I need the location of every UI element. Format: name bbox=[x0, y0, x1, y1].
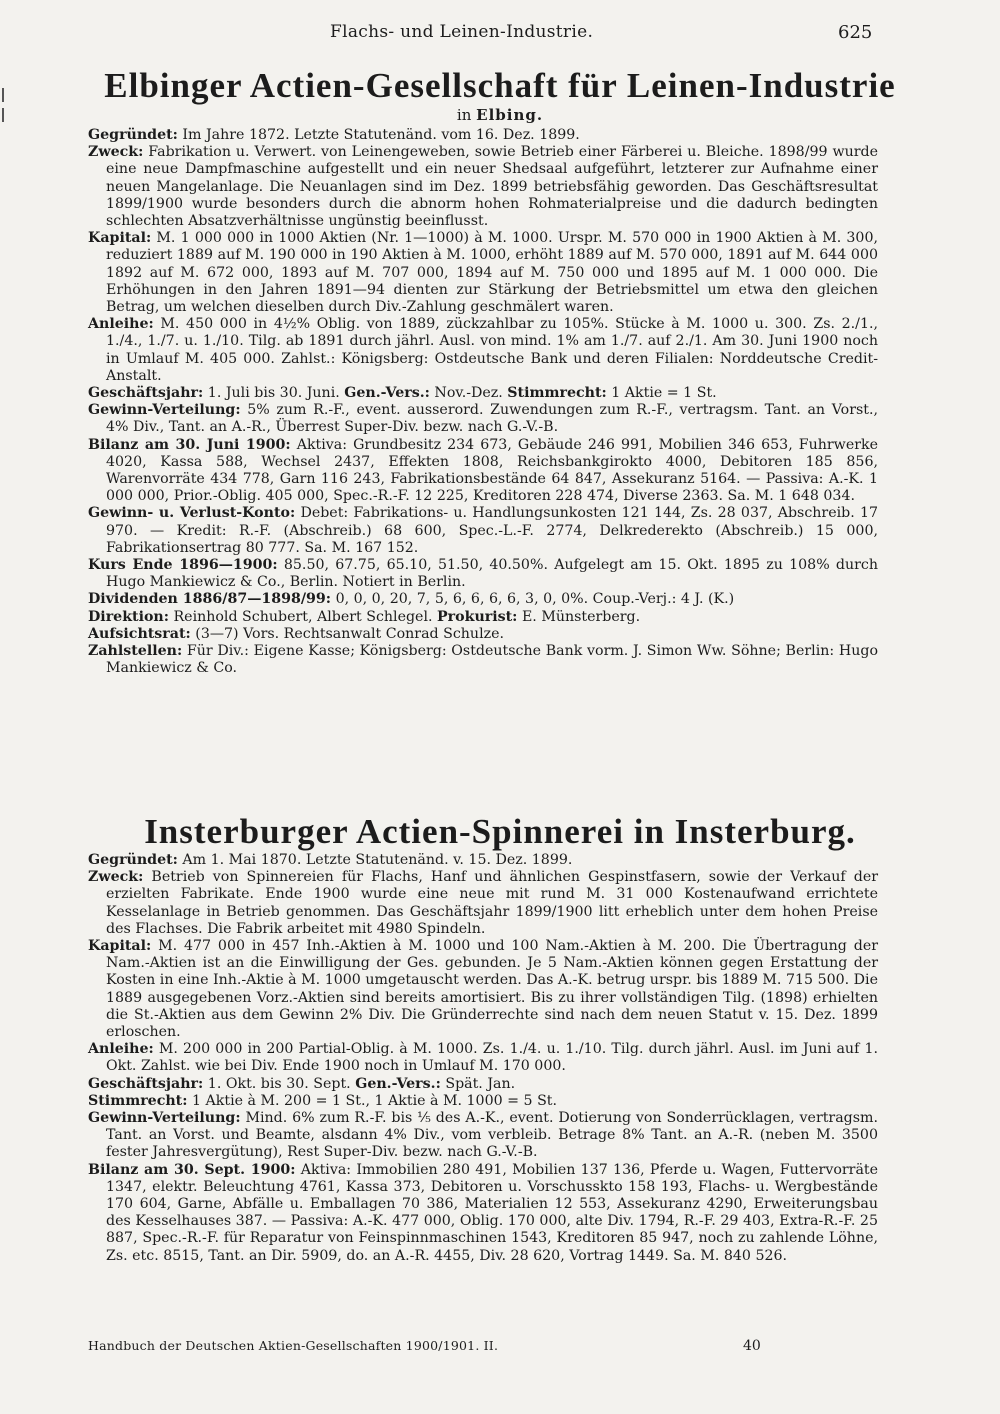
entry-paragraph: Kapital: M. 1 000 000 in 1000 Aktien (Nr. 1—1000) à M. 1000. Urspr. M. 570 000 in 1900 Aktien à M. 300, reduziert 1889 auf M. 190 000 in 190 Aktien à M. 1000, erhöht 1889 auf M. 570 000, 1891 auf M. 644 000 1892 auf M. 672 000, 1893 auf M. 707 000, 1894 auf M. 750 000 und 1895 auf M. 1 000 000. Die Erhöhungen in den Jahren 1891—94 dienten zur Stärkung der Betriebsmittel um etwa den gleichen Betrag, um welchen dieselben durch Div.-Zahlung geschmälert waren. bbox=[88, 230, 878, 316]
running-head bbox=[0, 22, 1000, 48]
entry-paragraph: Bilanz am 30. Juni 1900: Aktiva: Grundbesitz 234 673, Gebäude 246 991, Mobilien 346 653, Fuhrwerke 4020, Kassa 588, Wechsel 2437, Effekten 1808, Reichsbankgirokto 4000, Debitoren 185 856, Warenvorräte 434 778, Garn 116 243, Fabrikationsbestände 64 847, Assekuranz 5164. — Passiva: A.-K. 1 000 000, Prior.-Oblig. 405 000, Spec.-R.-F. 12 225, Kreditoren 228 474, Diverse 2363. Sa. M. 1 648 034. bbox=[88, 436, 878, 505]
company-entry bbox=[88, 852, 878, 1265]
entry-label: Anleihe: bbox=[88, 316, 154, 333]
entry-label: Zweck: bbox=[88, 144, 144, 161]
entry-label: Gegründet: bbox=[88, 852, 178, 868]
entry-label: Geschäftsjahr: bbox=[88, 385, 204, 402]
entry-label: Bilanz am 30. Sept. 1900: bbox=[88, 1161, 296, 1178]
entry-paragraph: Anleihe: M. 450 000 in 4½% Oblig. von 1889, zückzahlbar zu 105%. Stücke à M. 1000 u. 300. Zs. 2./1., 1./4., 1./7. u. 1./10. Tilg. ab 1891 durch jährl. Ausl. von mind. 1% am 1./7. auf 2./1. Am 30. Juni 1900 noch in Umlauf M. 405 000. Zahlst.: Königsberg: Ostdeutsche Bank und deren Filialen: Norddeutsche Credit-Anstalt. bbox=[88, 316, 879, 384]
entry-paragraph: Zweck: Betrieb von Spinnereien für Flachs, Hanf und ähnlichen Gespinstfasern, sowie der Verkauf der erzielten Fabrikate. Ende 1900 wurde eine neue mit rund M. 31 000 Kostenaufwand errichtete Kesselanlage in Betrieb genommen. Das Geschäftsjahr 1899/1900 litt erheblich unter dem hohen Preise des Flachses. Die Fabrik arbeitet mit 4980 Spindeln. bbox=[88, 869, 878, 937]
entry-label: Stimmrecht: bbox=[88, 1092, 188, 1109]
entry-label: Gewinn-Verteilung: bbox=[88, 402, 241, 419]
running-head-title: Flachs- und Leinen-Industrie. bbox=[330, 22, 594, 42]
entry-label: Prokurist: bbox=[437, 608, 518, 625]
entry-paragraph: Dividenden 1886/87—1898/99: 0, 0, 0, 20, 7, 5, 6, 6, 6, 6, 3, 0, 0%. Coup.-Verj.: 4 J. (K.) bbox=[88, 591, 735, 608]
entry-label: Aufsichtsrat: bbox=[88, 625, 191, 642]
entry-label: Gewinn-Verteilung: bbox=[88, 1110, 241, 1127]
company-title: Insterburger Actien-Spinnerei in Insterburg. bbox=[144, 812, 856, 851]
entry-paragraph: Gewinn-Verteilung: Mind. 6% zum R.-F. bis ⅕ des A.-K., event. Dotierung von Sonderrücklagen, vertragsm. Tant. an Vorst. und Beamte, alsdann 4% Div., vom verbleib. Betrage 8% Tant. an A.-R. (neben M. 3500 fester Jahresvergütung), Rest Super-Div. bezw. nach G.-V.-B. bbox=[88, 1110, 878, 1161]
entry-label: Gen.-Vers.: bbox=[344, 385, 430, 402]
margin-mark bbox=[2, 88, 4, 102]
entry-paragraph: Zweck: Fabrikation u. Verwert. von Leinengeweben, sowie Betrieb einer Färberei u. Bleiche. 1898/99 wurde eine neue Dampfmaschine aufgestellt und ein neuer Shedsaal aufgeführt, letzterer zur Aufnahme einer neuen Mangelanlage. Die Neuanlagen sind im Dez. 1899 betriebsfähig geworden. Das Geschäftsresultat 1899/1900 wurde besonders durch die abnorm hohen Rohmaterialpreise und die dadurch bedingten schlechten Absatzverhältnisse ungünstig beeinflusst. bbox=[88, 144, 879, 230]
entry-label: Zweck: bbox=[88, 869, 144, 886]
entry-label: Bilanz am 30. Juni 1900: bbox=[88, 436, 291, 453]
footer-source: Handbuch der Deutschen Aktien-Gesellschaften 1900/1901. II. bbox=[88, 1338, 499, 1353]
entry-paragraph: Anleihe: M. 200 000 in 200 Partial-Oblig. à M. 1000. Zs. 1./4. u. 1./10. Tilg. durch jährl. Ausl. im Juni auf 1. Okt. Zahlst. wie bei Div. Ende 1900 noch in Umlauf M. 170 000. bbox=[88, 1041, 879, 1075]
page-number: 625 bbox=[838, 22, 873, 43]
company-entry bbox=[88, 127, 878, 678]
page-footer bbox=[88, 1338, 878, 1358]
entry-paragraph: Aufsichtsrat: (3—7) Vors. Rechtsanwalt Conrad Schulze. bbox=[88, 625, 504, 642]
entry-label: Anleihe: bbox=[88, 1041, 154, 1058]
entry-paragraph: Stimmrecht: 1 Aktie à M. 200 = 1 St., 1 Aktie à M. 1000 = 5 St. bbox=[88, 1092, 558, 1109]
entry-paragraph: Gegründet: Im Jahre 1872. Letzte Statutenänd. vom 16. Dez. 1899. bbox=[88, 127, 580, 143]
entry-label: Gegründet: bbox=[88, 127, 178, 143]
entry-paragraph: Geschäftsjahr: 1. Juli bis 30. Juni. Gen.-Vers.: Nov.-Dez. Stimmrecht: 1 Aktie = 1 St. bbox=[88, 385, 717, 402]
entry-paragraph: Kurs Ende 1896—1900: 85.50, 67.75, 65.10, 51.50, 40.50%. Aufgelegt am 15. Okt. 1895 zu 108% durch Hugo Mankiewicz & Co., Berlin. Notiert in Berlin. bbox=[88, 557, 878, 591]
entry-label: Kurs Ende 1896—1900: bbox=[88, 557, 278, 574]
location-name: Elbing. bbox=[476, 106, 544, 124]
entry-label: Kapital: bbox=[88, 938, 152, 955]
entry-paragraph: Gewinn-Verteilung: 5% zum R.-F., event. ausserord. Zuwendungen zum R.-F., vertragsm. Tant. an Vorst., 4% Div., Tant. an A.-R., Überrest Super-Div. bezw. nach G.-V.-B. bbox=[88, 402, 878, 436]
entry-label: Gewinn- u. Verlust-Konto: bbox=[88, 505, 296, 522]
entry-paragraph: Gegründet: Am 1. Mai 1870. Letzte Statutenänd. v. 15. Dez. 1899. bbox=[88, 852, 573, 868]
entry-label: Geschäftsjahr: bbox=[88, 1075, 204, 1092]
company-title: Elbinger Actien-Gesellschaft für Leinen-Industrie bbox=[104, 66, 896, 105]
signature-mark: 40 bbox=[743, 1338, 761, 1354]
entry-paragraph: Kapital: M. 477 000 in 457 Inh.-Aktien à M. 1000 und 100 Nam.-Aktien à M. 200. Die Übertragung der Nam.-Aktien ist an die Einwilligung der Ges. gebunden. Je 5 Nam.-Aktien können gegen Erstattung der Kosten in eine Inh.-Aktie à M. 1000 umgetauscht werden. Das A.-K. betrug urspr. bis 1889 M. 715 500. Die 1889 ausgegebenen Vorz.-Aktien sind bereits amortisiert. Bis zu ihrer vollständigen Tilg. (1898) erhielten die St.-Aktien aus dem Gewinn 2% Div. Die Gründerrechte sind nach dem neuen Statut v. 15. Dez. 1899 erloschen. bbox=[88, 938, 879, 1041]
entry-label: Direktion: bbox=[88, 608, 169, 625]
entry-paragraph: Gewinn- u. Verlust-Konto: Debet: Fabrikations- u. Handlungsunkosten 121 144, Zs. 28 037, Abschreib. 17 970. — Kredit: R.-F. (Abschreib.) 68 600, Spec.-L.-F. 2774, Delkrederekto (Abschreib.) 15 000, Fabrikationsertrag 80 777. Sa. M. 167 152. bbox=[88, 505, 878, 556]
entry-paragraph: Bilanz am 30. Sept. 1900: Aktiva: Immobilien 280 491, Mobilien 137 136, Pferde u. Wagen, Futtervorräte 1347, elektr. Beleuchtung 4761, Kassa 373, Debitoren u. Vorschusskto 158 193, Flachs- u. Wergbestände 170 604, Garne, Abfälle u. Emballagen 70 386, Materialien 12 553, Assekuranz 4290, Erweiterungsbau des Kesselhauses 387. — Passiva: A.-K. 477 000, Oblig. 170 000, alte Div. 1794, R.-F. 29 403, Extra-R.-F. 25 887, Spec.-R.-F. für Reparatur von Feinspinnmaschinen 1543, Kreditoren 85 947, noch zu zahlende Löhne, Zs. etc. 8515, Tant. an Dir. 5909, do. an A.-R. 4455, Div. 28 620, Vortrag 1449. Sa. M. 840 526. bbox=[88, 1161, 878, 1264]
entry-label: Gen.-Vers.: bbox=[355, 1075, 441, 1092]
entry-label: Zahlstellen: bbox=[88, 643, 183, 660]
entry-paragraph: Direktion: Reinhold Schubert, Albert Schlegel. Prokurist: E. Münsterberg. bbox=[88, 608, 641, 625]
entry-label: Stimmrecht: bbox=[507, 385, 607, 402]
entry-paragraph: Geschäftsjahr: 1. Okt. bis 30. Sept. Gen.-Vers.: Spät. Jan. bbox=[88, 1075, 516, 1092]
company-location: in Elbing. bbox=[456, 106, 544, 124]
entry-label: Dividenden 1886/87—1898/99: bbox=[88, 591, 332, 608]
entry-label: Kapital: bbox=[88, 230, 152, 247]
entry-paragraph: Zahlstellen: Für Div.: Eigene Kasse; Königsberg: Ostdeutsche Bank vorm. J. Simon Ww. Söhne; Berlin: Hugo Mankiewicz & Co. bbox=[88, 643, 878, 677]
